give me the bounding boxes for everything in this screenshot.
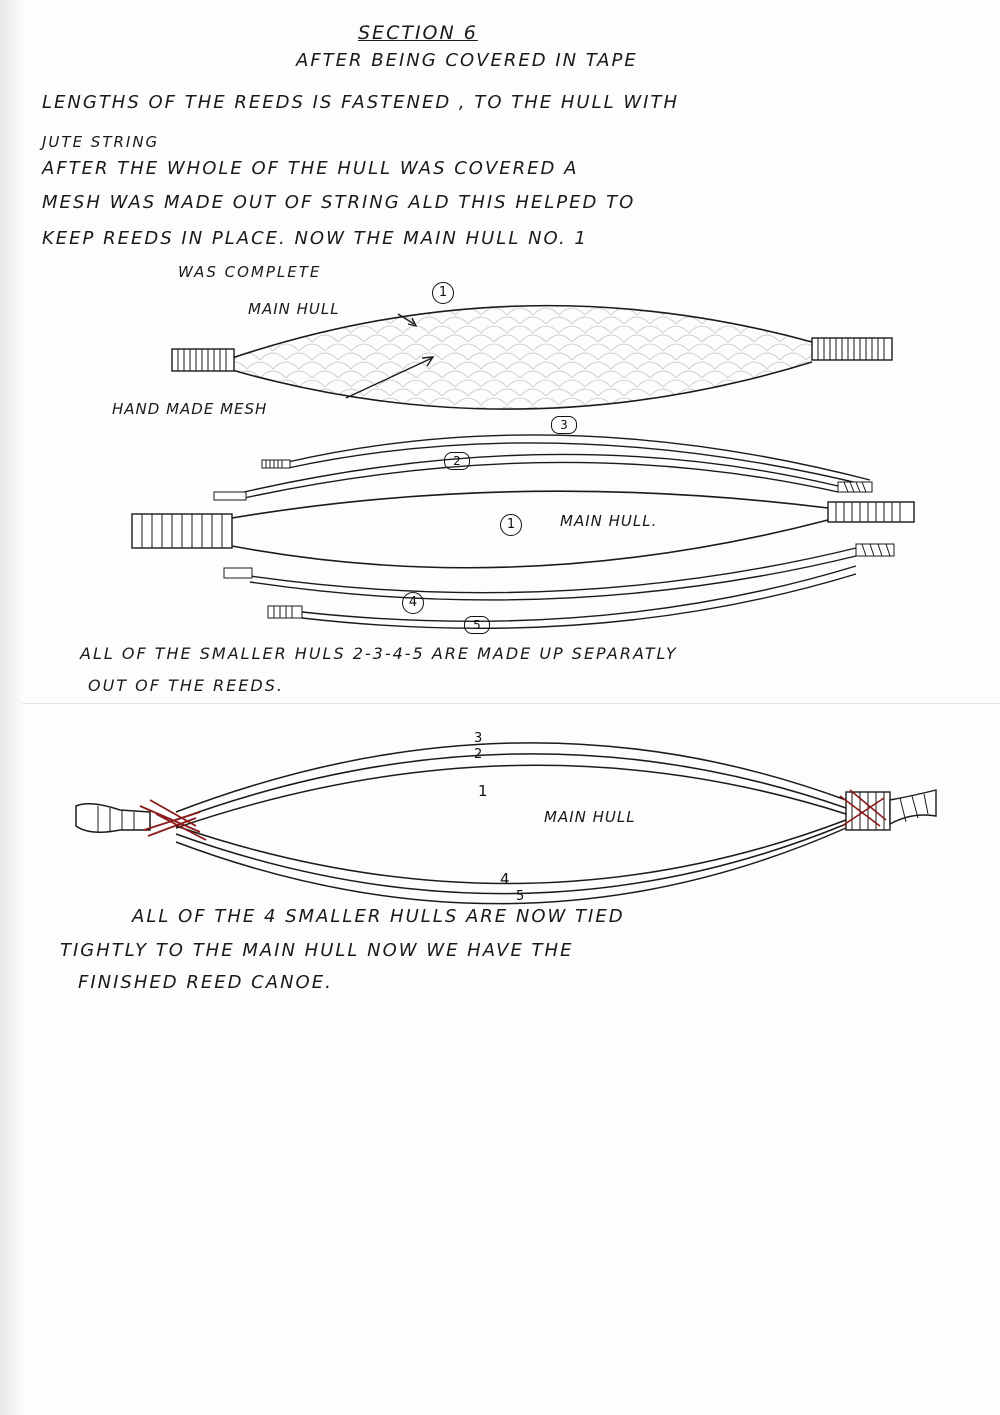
intro-line-6: KEEP REEDS IN PLACE. NOW THE MAIN HULL NO. 1: [42, 228, 588, 249]
fig3-main-hull-label: MAIN HULL: [544, 808, 636, 826]
closing-line-1: ALL OF THE 4 SMALLER HULLS ARE NOW TIED: [132, 906, 625, 927]
fig2-hull-mark-5: 5: [464, 616, 490, 634]
fig2-caption-line-1: ALL OF THE SMALLER HULS 2-3-4-5 ARE MADE UP SEPARATLY: [80, 644, 678, 663]
fig3-top-mark-3: 3: [474, 731, 483, 746]
fig3-center-mark-1: 1: [478, 782, 488, 800]
fig2-hull-mark-1: 1: [500, 514, 522, 536]
fig1-main-hull-label: MAIN HULL: [248, 300, 340, 318]
intro-line-4: AFTER THE WHOLE OF THE HULL WAS COVERED A: [42, 158, 579, 179]
figure1-main-hull: [172, 306, 892, 409]
closing-line-3: FINISHED REED CANOE.: [78, 972, 333, 993]
section-heading: SECTION 6: [358, 22, 478, 44]
section-divider: [22, 703, 1000, 704]
fig2-hull-mark-2: 2: [444, 452, 470, 470]
fig3-bottom-mark-4: 4: [500, 870, 510, 888]
fig2-hull-mark-3: 3: [551, 416, 577, 434]
fig2-hull-mark-4: 4: [402, 592, 424, 614]
fig1-number-mark: 1: [432, 282, 454, 304]
fig3-bottom-mark-5: 5: [516, 889, 525, 904]
intro-line-2: LENGTHS OF THE REEDS IS FASTENED , TO THE HULL WITH: [42, 92, 679, 113]
fig2-caption-line-2: OUT OF THE REEDS.: [88, 676, 284, 695]
figure2-separate-hulls: [132, 435, 914, 628]
fig3-top-mark-2: 2: [474, 747, 483, 762]
fig1-mesh-label: HAND MADE MESH: [112, 400, 268, 418]
intro-line-1: AFTER BEING COVERED IN TAPE: [296, 50, 638, 71]
closing-line-2: TIGHTLY TO THE MAIN HULL NOW WE HAVE THE: [60, 940, 574, 961]
intro-line-5: MESH WAS MADE OUT OF STRING ALD THIS HELPED TO: [42, 192, 636, 213]
fig2-main-hull-label: MAIN HULL.: [560, 512, 658, 530]
intro-line-7: WAS COMPLETE: [178, 263, 322, 281]
intro-line-3: JUTE STRING: [42, 133, 160, 151]
